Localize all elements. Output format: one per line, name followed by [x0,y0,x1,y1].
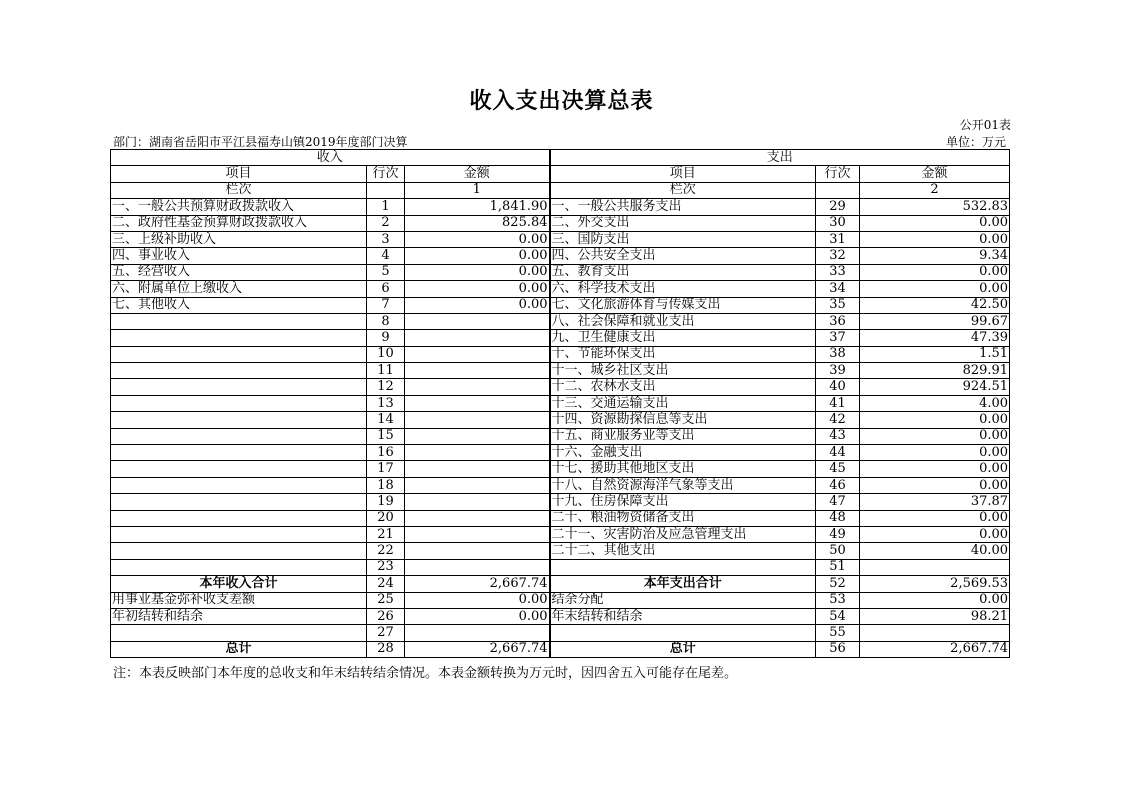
table-row [111,526,1010,542]
expense-row-no-cell: 53 [816,592,860,608]
page-title: 收入支出决算总表 [469,89,654,114]
income-item-cell: 本年收入合计 [111,576,367,592]
expense-amount-cell [860,559,1010,575]
income-row-no-cell: 26 [367,608,405,624]
expense-item-cell: 十八、自然资源海洋气象等支出 [550,477,816,493]
income-item-cell [111,428,367,444]
income-row-no-cell: 19 [367,494,405,510]
income-row-no-cell: 3 [367,231,405,247]
income-amount-cell [405,428,550,444]
table-row [111,412,1010,428]
table-row [111,199,1010,215]
income-row-no-cell: 16 [367,445,405,461]
expense-item-cell: 二十、粮油物资储备支出 [550,510,816,526]
income-item-cell [111,379,367,395]
income-item-cell [111,461,367,477]
table-row [111,330,1010,346]
income-row-no-cell: 1 [367,199,405,215]
table-row [111,379,1010,395]
expense-amount-cell: 829.91 [860,363,1010,379]
income-item-cell: 七、其他收入 [111,297,367,313]
expense-section-header: 支出 [550,150,1010,166]
expense-row-no-cell: 42 [816,412,860,428]
income-amount-cell [405,412,550,428]
income-amount-cell: 0.00 [405,608,550,624]
income-item-cell [111,445,367,461]
income-item-cell [111,494,367,510]
expense-row-no-cell: 49 [816,526,860,542]
expense-item-cell: 十一、城乡社区支出 [550,363,816,379]
expense-amount-cell: 0.00 [860,412,1010,428]
table-row [111,231,1010,247]
income-row-no-cell: 7 [367,297,405,313]
income-amount-cell [405,363,550,379]
income-item-cell: 年初结转和结余 [111,608,367,624]
income-amount-cell [405,477,550,493]
column-index-row [111,182,1010,198]
expense-amount-cell: 0.00 [860,477,1010,493]
expense-amount-cell: 532.83 [860,199,1010,215]
income-amount-cell: 0.00 [405,231,550,247]
income-item-cell: 一、一般公共预算财政拨款收入 [111,199,367,215]
income-row-no-cell: 17 [367,461,405,477]
expense-amount-cell: 40.00 [860,543,1010,559]
expense-amount-cell: 42.50 [860,297,1010,313]
table-row [111,625,1010,641]
table-row [111,428,1010,444]
expense-amount-cell [860,625,1010,641]
expense-item-cell: 五、教育支出 [550,264,816,280]
table-row [111,576,1010,592]
income-row-no-cell: 28 [367,641,405,657]
income-amount-cell [405,526,550,542]
expense-row-no-cell: 34 [816,281,860,297]
income-item-cell [111,363,367,379]
expense-item-cell: 一、一般公共服务支出 [550,199,816,215]
income-item-cell: 三、上级补助收入 [111,231,367,247]
income-amount-cell [405,445,550,461]
expense-item-cell: 二、外交支出 [550,215,816,231]
expense-item-cell: 十三、交通运输支出 [550,395,816,411]
income-item-cell: 五、经营收入 [111,264,367,280]
expense-row-no-cell: 43 [816,428,860,444]
expense-row-no-cell: 44 [816,445,860,461]
income-amount-cell [405,330,550,346]
table-row [111,363,1010,379]
expense-item-cell [550,625,816,641]
table-row [111,543,1010,559]
expense-row-no-cell: 56 [816,641,860,657]
income-item-cell [111,510,367,526]
income-row-no-cell: 13 [367,395,405,411]
expense-row-no-cell: 48 [816,510,860,526]
income-item-cell [111,412,367,428]
income-item-cell [111,346,367,362]
income-amount-cell: 0.00 [405,281,550,297]
income-item-cell: 六、附属单位上缴收入 [111,281,367,297]
expense-row-no-cell: 55 [816,625,860,641]
income-amount-cell [405,461,550,477]
income-amount-cell: 2,667.74 [405,576,550,592]
income-item-cell: 用事业基金弥补收支差额 [111,592,367,608]
expense-amount-cell: 4.00 [860,395,1010,411]
income-row-no-cell: 18 [367,477,405,493]
income-amount-cell [405,625,550,641]
income-row-no-cell: 9 [367,330,405,346]
expense-item-cell: 十五、商业服务业等支出 [550,428,816,444]
expense-item-cell: 二十一、灾害防治及应急管理支出 [550,526,816,542]
expense-amount-cell: 0.00 [860,526,1010,542]
income-row-no-cell: 12 [367,379,405,395]
expense-row-no-cell: 31 [816,231,860,247]
table-row [111,494,1010,510]
expense-item-cell: 十四、资源勘探信息等支出 [550,412,816,428]
expense-row-no-cell: 46 [816,477,860,493]
expense-amount-cell: 0.00 [860,592,1010,608]
income-item-cell [111,330,367,346]
expense-amount-cell: 0.00 [860,231,1010,247]
expense-row-no-cell: 54 [816,608,860,624]
form-code: 公开01表 [959,118,1011,132]
expense-row-no-cell: 52 [816,576,860,592]
expense-item-cell: 十二、农林水支出 [550,379,816,395]
income-row-no-cell: 8 [367,313,405,329]
expense-amount-cell: 0.00 [860,428,1010,444]
expense-amount-cell: 47.39 [860,330,1010,346]
expense-row-no-cell: 51 [816,559,860,575]
income-row-no-cell: 5 [367,264,405,280]
expense-item-cell: 年末结转和结余 [550,608,816,624]
expense-row-no-cell: 36 [816,313,860,329]
income-amount-cell: 0.00 [405,592,550,608]
expense-row-no-cell: 35 [816,297,860,313]
expense-item-cell: 九、卫生健康支出 [550,330,816,346]
expense-item-cell: 四、公共安全支出 [550,248,816,264]
expense-item-cell: 七、文化旅游体育与传媒支出 [550,297,816,313]
income-amount-cell [405,379,550,395]
expense-item-cell: 十六、金融支出 [550,445,816,461]
table-row [111,297,1010,313]
income-amount-header: 金额 [405,166,550,182]
expense-row-no-cell: 32 [816,248,860,264]
expense-item-cell: 十七、援助其他地区支出 [550,461,816,477]
expense-item-cell: 八、社会保障和就业支出 [550,313,816,329]
expense-amount-cell: 0.00 [860,510,1010,526]
income-row-no-cell: 10 [367,346,405,362]
income-item-cell [111,625,367,641]
expense-amount-cell: 98.21 [860,608,1010,624]
table-row [111,559,1010,575]
expense-row-no-cell: 50 [816,543,860,559]
income-column-label: 栏次 [111,182,367,198]
income-item-cell: 二、政府性基金预算财政拨款收入 [111,215,367,231]
empty-cell [367,182,405,198]
expense-column-label: 栏次 [550,182,816,198]
expense-item-cell: 结余分配 [550,592,816,608]
expense-amount-cell: 0.00 [860,281,1010,297]
table-row [111,313,1010,329]
income-row-no-cell: 14 [367,412,405,428]
expense-row-no-cell: 29 [816,199,860,215]
income-row-no-cell: 27 [367,625,405,641]
expense-amount-cell: 99.67 [860,313,1010,329]
income-row-no-cell: 21 [367,526,405,542]
expense-row-no-cell: 37 [816,330,860,346]
income-row-no-cell: 22 [367,543,405,559]
expense-item-cell: 六、科学技术支出 [550,281,816,297]
expense-column-index: 2 [860,182,1010,198]
expense-amount-cell: 9.34 [860,248,1010,264]
income-row-no-header: 行次 [367,166,405,182]
table-row [111,248,1010,264]
income-amount-cell [405,313,550,329]
expense-row-no-cell: 45 [816,461,860,477]
income-item-cell: 总计 [111,641,367,657]
income-amount-cell: 825.84 [405,215,550,231]
section-header-row [111,150,1010,166]
expense-amount-cell: 0.00 [860,445,1010,461]
expense-row-no-cell: 47 [816,494,860,510]
income-row-no-cell: 24 [367,576,405,592]
income-amount-cell: 2,667.74 [405,641,550,657]
expense-item-cell: 本年支出合计 [550,576,816,592]
income-expense-table [110,149,1010,658]
income-row-no-cell: 6 [367,281,405,297]
income-amount-cell: 0.00 [405,248,550,264]
income-row-no-cell: 15 [367,428,405,444]
table-row [111,608,1010,624]
income-section-header: 收入 [111,150,550,166]
income-item-cell [111,526,367,542]
expense-row-no-header: 行次 [816,166,860,182]
expense-item-cell: 二十二、其他支出 [550,543,816,559]
income-row-no-cell: 2 [367,215,405,231]
table-row [111,477,1010,493]
table-row [111,592,1010,608]
expense-item-cell: 总计 [550,641,816,657]
income-amount-cell: 1,841.90 [405,199,550,215]
expense-amount-cell: 2,667.74 [860,641,1010,657]
expense-item-header: 项目 [550,166,816,182]
empty-cell [816,182,860,198]
expense-item-cell: 十九、住房保障支出 [550,494,816,510]
table-row [111,395,1010,411]
table-row [111,641,1010,657]
expense-amount-cell: 1.51 [860,346,1010,362]
expense-amount-cell: 924.51 [860,379,1010,395]
income-item-cell [111,559,367,575]
income-row-no-cell: 25 [367,592,405,608]
income-item-cell [111,543,367,559]
income-amount-cell [405,510,550,526]
income-amount-cell: 0.00 [405,297,550,313]
table-row [111,346,1010,362]
expense-item-cell: 三、国防支出 [550,231,816,247]
income-item-cell: 四、事业收入 [111,248,367,264]
footnote: 注：本表反映部门本年度的总收支和年末结转结余情况。本表金额转换为万元时，因四舍五入可能存在尾差。 [113,666,738,681]
table-row [111,264,1010,280]
income-item-header: 项目 [111,166,367,182]
income-amount-cell [405,395,550,411]
table-row [111,461,1010,477]
income-item-cell [111,477,367,493]
table-row [111,445,1010,461]
expense-amount-cell: 0.00 [860,461,1010,477]
table-row [111,281,1010,297]
expense-row-no-cell: 38 [816,346,860,362]
income-row-no-cell: 11 [367,363,405,379]
income-item-cell [111,313,367,329]
expense-row-no-cell: 41 [816,395,860,411]
expense-row-no-cell: 39 [816,363,860,379]
income-row-no-cell: 4 [367,248,405,264]
income-row-no-cell: 23 [367,559,405,575]
expense-row-no-cell: 30 [816,215,860,231]
table-row [111,510,1010,526]
expense-item-cell [550,559,816,575]
expense-item-cell: 十、节能环保支出 [550,346,816,362]
expense-row-no-cell: 33 [816,264,860,280]
income-item-cell [111,395,367,411]
income-amount-cell: 0.00 [405,264,550,280]
expense-amount-cell: 2,569.53 [860,576,1010,592]
expense-amount-header: 金额 [860,166,1010,182]
expense-amount-cell: 0.00 [860,215,1010,231]
table-row [111,215,1010,231]
expense-amount-cell: 37.87 [860,494,1010,510]
income-row-no-cell: 20 [367,510,405,526]
department-label: 部门：湖南省岳阳市平江县福寿山镇2019年度部门决算 [113,135,408,149]
income-amount-cell [405,559,550,575]
unit-label: 单位：万元 [945,135,1006,149]
expense-amount-cell: 0.00 [860,264,1010,280]
income-amount-cell [405,543,550,559]
income-column-index: 1 [405,182,550,198]
income-amount-cell [405,346,550,362]
expense-row-no-cell: 40 [816,379,860,395]
income-amount-cell [405,494,550,510]
column-header-row [111,166,1010,182]
